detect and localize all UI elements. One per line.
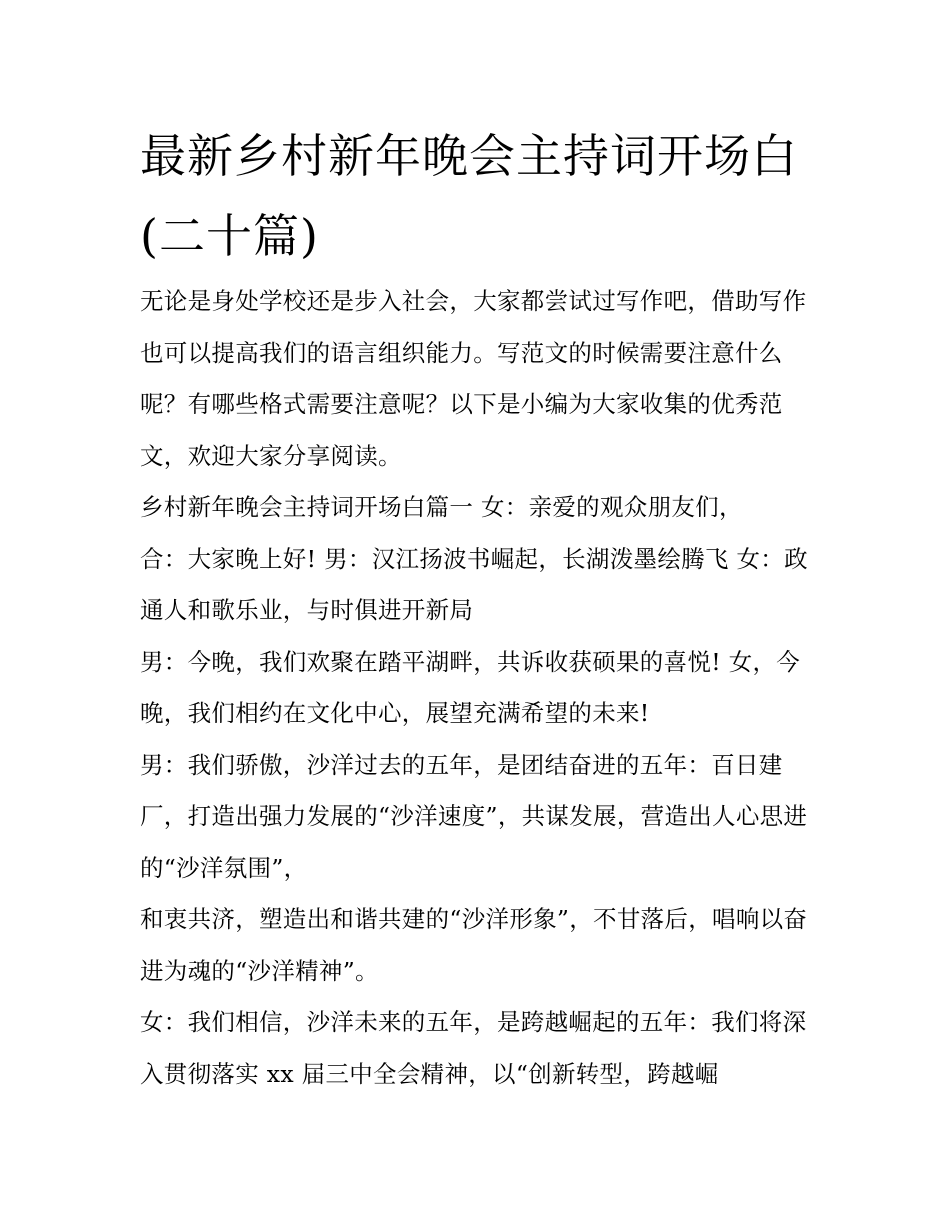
paragraph-tonight: 男：今晚，我们欢聚在踏平湖畔，共诉收获硕果的喜悦! 女，今晚，我们相约在文化中心，展望充满希望的未来! (140, 647, 801, 727)
paragraph-intro: 无论是身处学校还是步入社会，大家都尝试过写作吧，借助写作也可以提高我们的语言组织能力。写范文的时候需要注意什么呢？有哪些格式需要注意呢？以下是小编为大家收集的优秀范文，欢迎大家分享阅读。 (140, 287, 807, 470)
paragraph-future-five-years: 女：我们相信，沙洋未来的五年，是跨越崛起的五年：我们将深入贯彻落实 xx 届三中全会精神，以“创新转型，跨越崛 (140, 1008, 807, 1088)
paragraph-greeting: 合：大家晚上好! 男：汉江扬波书崛起，长湖泼墨绘腾飞 女：政通人和歌乐业，与时俱进开新局 (140, 544, 808, 624)
paragraph-opening: 乡村新年晚会主持词开场白篇一 女：亲爱的观众朋友们， (140, 493, 743, 521)
paragraph-harmony: 和衷共济，塑造出和谐共建的“沙洋形象”，不甘落后，唱响以奋进为魂的“沙洋精神”。 (140, 905, 808, 985)
document-body (140, 276, 820, 1100)
paragraph-past-five-years: 男：我们骄傲，沙洋过去的五年，是团结奋进的五年：百日建厂，打造出强力发展的“沙洋速度”，共谋发展，营造出人心思进的“沙洋氛围”， (140, 750, 808, 882)
document-title: 最新乡村新年晚会主持词开场白(二十篇) (140, 129, 798, 263)
